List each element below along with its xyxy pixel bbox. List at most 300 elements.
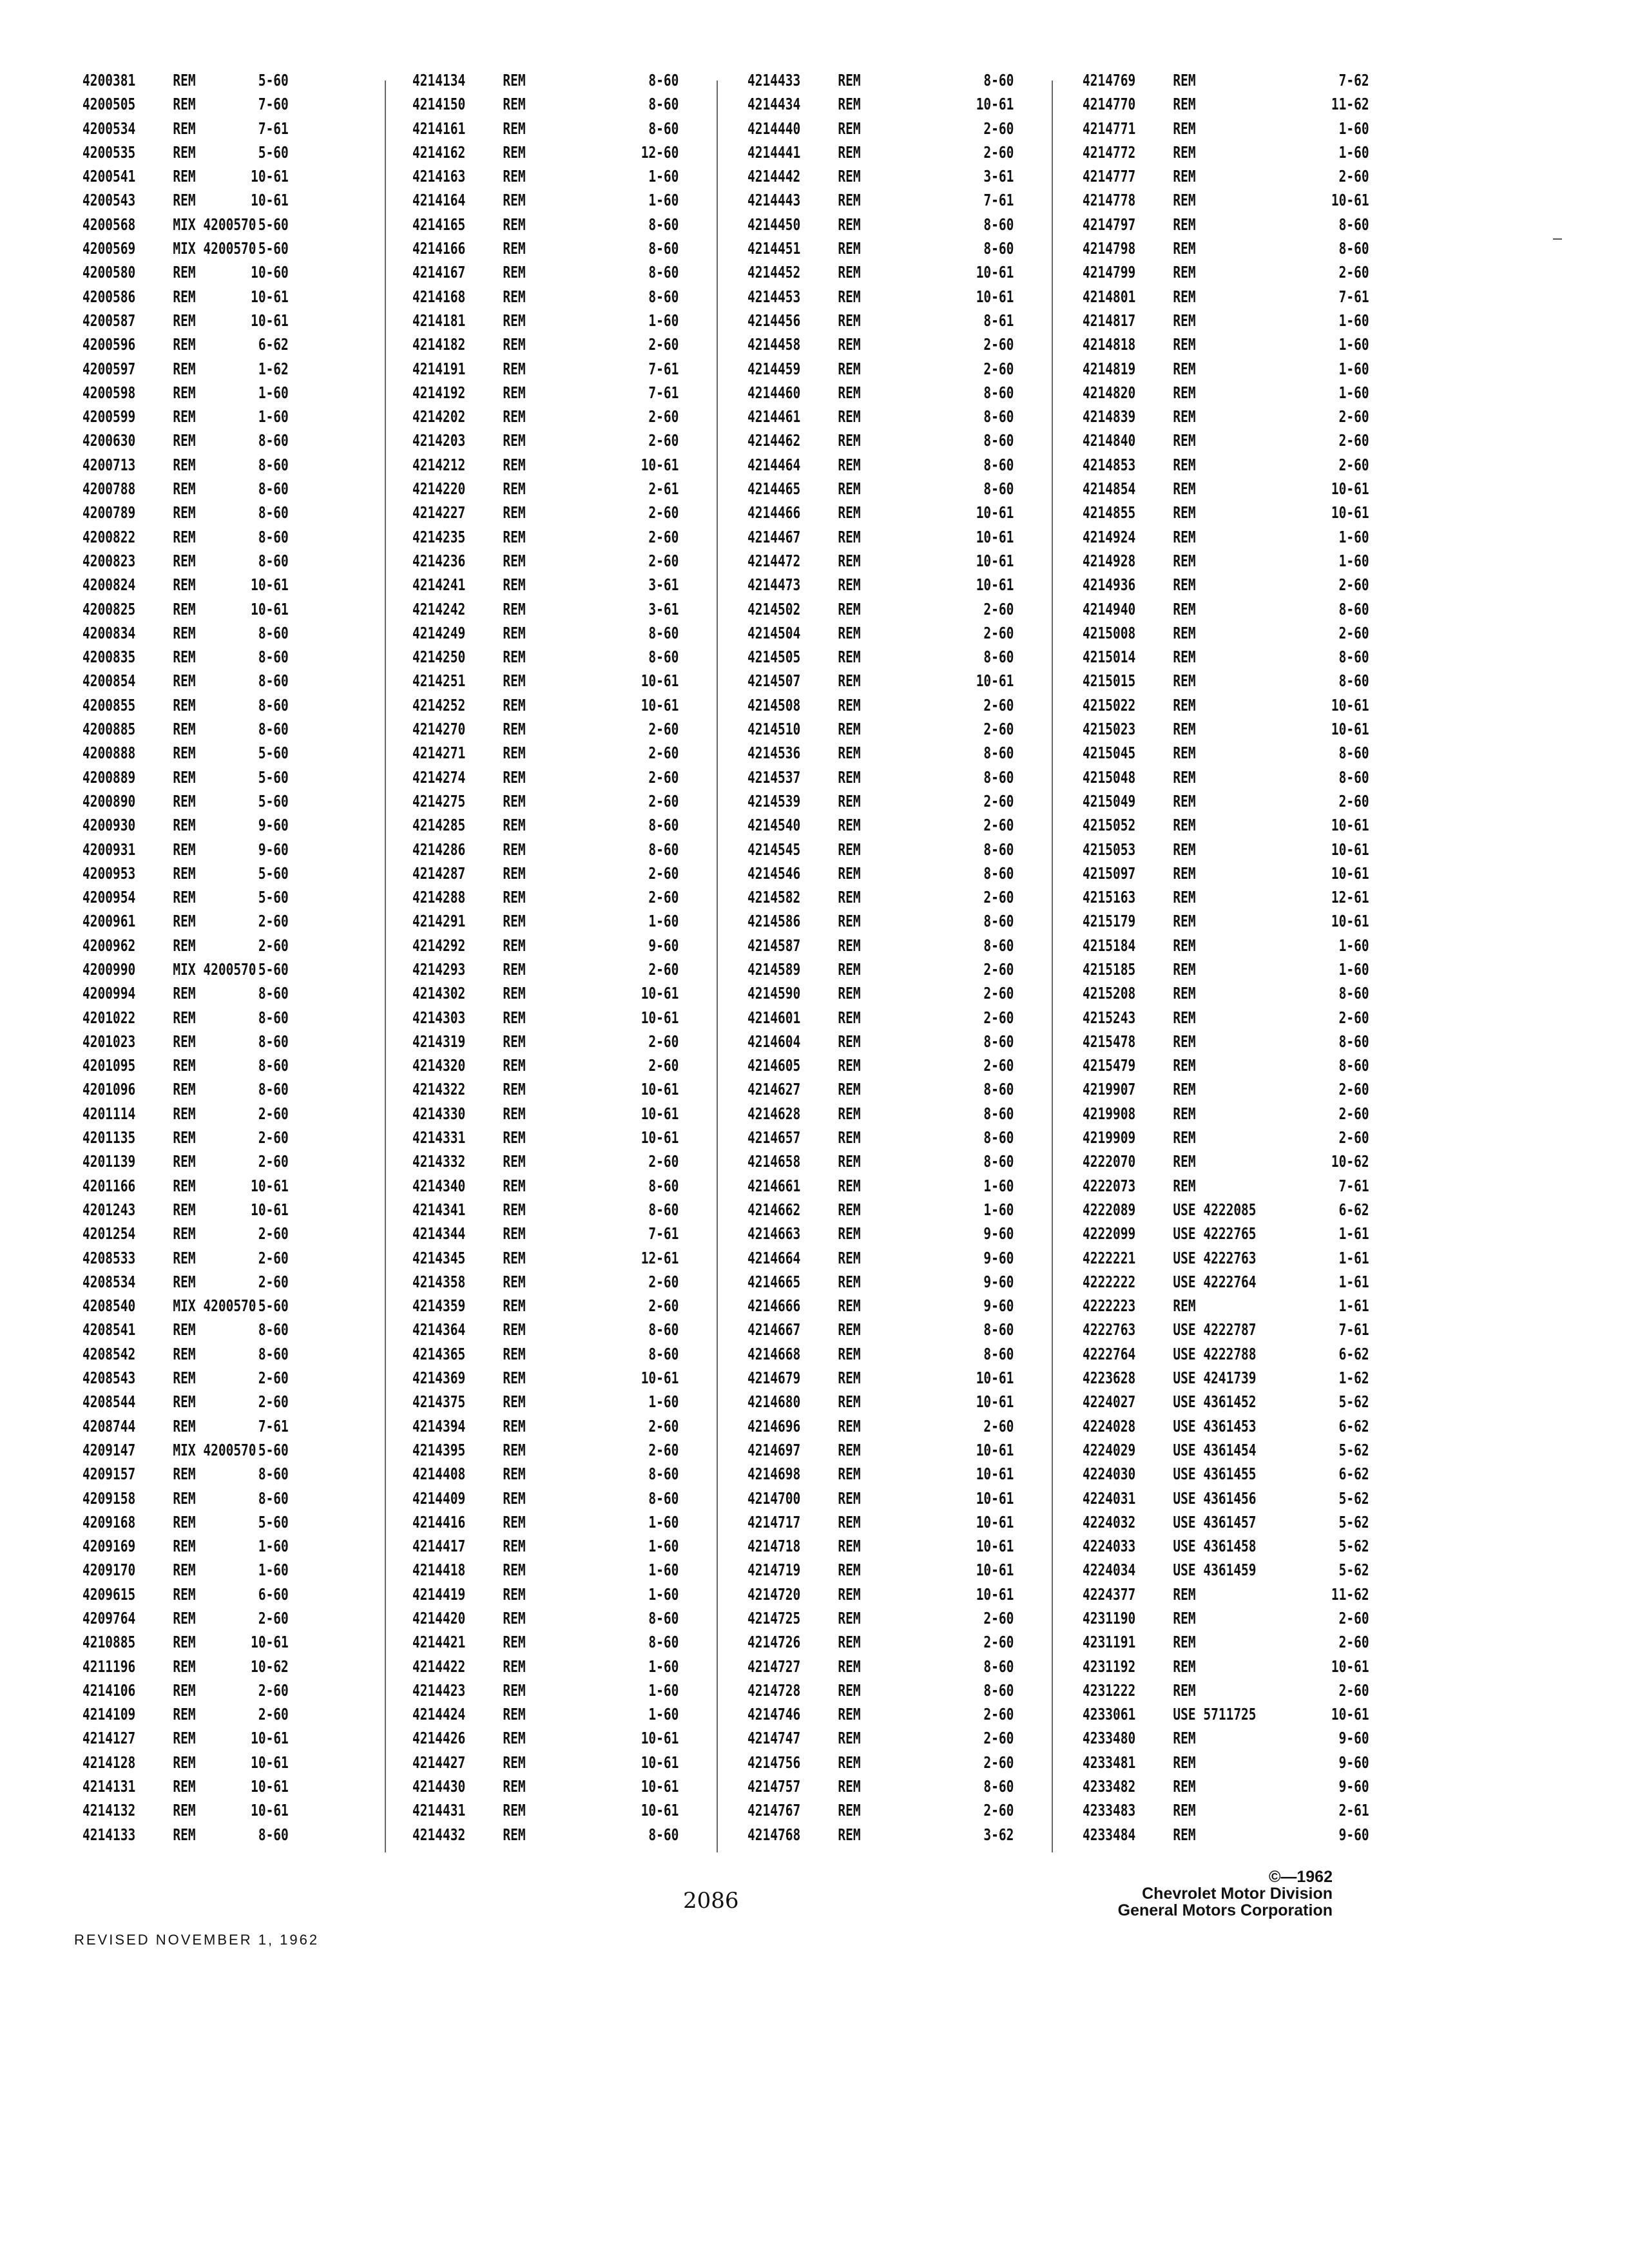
part-status: REM bbox=[1173, 1825, 1196, 1844]
part-number: 4200854 bbox=[82, 671, 136, 691]
part-status: REM bbox=[173, 936, 196, 955]
part-status: REM bbox=[1173, 359, 1196, 378]
revision-date: 2-60 bbox=[1338, 575, 1369, 595]
part-number: 4214345 bbox=[412, 1248, 466, 1267]
revision-date: 8-60 bbox=[258, 648, 289, 667]
revision-date: 2-60 bbox=[1338, 623, 1369, 642]
revision-date: 2-60 bbox=[983, 816, 1014, 835]
part-number: 4214322 bbox=[412, 1080, 466, 1099]
revision-date: 2-60 bbox=[1338, 431, 1369, 450]
part-number: 4201243 bbox=[82, 1200, 136, 1219]
part-status: REM bbox=[503, 1032, 526, 1051]
revision-date: 2-60 bbox=[648, 527, 679, 546]
revision-date: 2-60 bbox=[983, 1753, 1014, 1772]
part-status: REM bbox=[1173, 1056, 1196, 1075]
revision-date: 10-61 bbox=[641, 1008, 679, 1027]
part-status: REM bbox=[503, 95, 526, 114]
revision-date: 8-60 bbox=[648, 1609, 679, 1628]
part-status: REM bbox=[838, 1777, 861, 1796]
part-number: 4200855 bbox=[82, 695, 136, 715]
part-number: 4214250 bbox=[412, 648, 466, 667]
part-number: 4214236 bbox=[412, 551, 466, 570]
revision-date: 2-60 bbox=[983, 984, 1014, 1003]
part-number: 4214251 bbox=[412, 671, 466, 691]
revision-date: 8-60 bbox=[648, 1320, 679, 1340]
revision-date: 10-61 bbox=[976, 1512, 1014, 1532]
part-status: REM bbox=[838, 1320, 861, 1340]
part-number: 4233481 bbox=[1083, 1753, 1136, 1772]
part-number: 4215052 bbox=[1083, 816, 1136, 835]
part-number: 4208544 bbox=[82, 1392, 136, 1412]
part-status: REM bbox=[173, 575, 196, 595]
revision-date: 2-60 bbox=[1338, 263, 1369, 282]
part-status: REM bbox=[503, 1248, 526, 1267]
part-status: REM bbox=[1173, 142, 1196, 162]
part-number: 4214466 bbox=[747, 503, 801, 523]
part-number: 4214291 bbox=[412, 912, 466, 931]
revision-date: 8-60 bbox=[983, 912, 1014, 931]
part-status: REM bbox=[503, 888, 526, 907]
revision-date: 2-60 bbox=[648, 888, 679, 907]
part-status: REM bbox=[503, 407, 526, 427]
revision-date: 10-61 bbox=[976, 1392, 1014, 1412]
revision-date: 8-60 bbox=[1338, 648, 1369, 667]
revision-date: 5-60 bbox=[258, 1512, 289, 1532]
part-status: REM bbox=[838, 1080, 861, 1099]
revision-date: 10-61 bbox=[976, 1584, 1014, 1604]
part-number: 4200954 bbox=[82, 888, 136, 907]
part-number: 4214166 bbox=[412, 239, 466, 258]
part-status: REM bbox=[503, 215, 526, 234]
revision-date: 2-60 bbox=[983, 1801, 1014, 1820]
part-number: 4223628 bbox=[1083, 1369, 1136, 1388]
part-number: 4214664 bbox=[747, 1248, 801, 1267]
part-number: 4214539 bbox=[747, 791, 801, 811]
part-number: 4214778 bbox=[1083, 191, 1136, 210]
part-number: 4214344 bbox=[412, 1224, 466, 1244]
part-status: REM bbox=[838, 1008, 861, 1027]
part-number: 4219907 bbox=[1083, 1080, 1136, 1099]
part-number: 4214433 bbox=[747, 71, 801, 90]
part-number: 4201023 bbox=[82, 1032, 136, 1051]
revision-date: 8-60 bbox=[648, 71, 679, 90]
revision-date: 5-60 bbox=[258, 142, 289, 162]
part-status: REM bbox=[503, 1657, 526, 1676]
part-number: 4214767 bbox=[747, 1801, 801, 1820]
part-status: REM bbox=[1173, 527, 1196, 546]
revision-note: REVISED NOVEMBER 1, 1962 bbox=[74, 1932, 320, 1948]
part-number: 4214799 bbox=[1083, 263, 1136, 282]
revision-date: 9-60 bbox=[1338, 1753, 1369, 1772]
revision-date: 10-61 bbox=[1331, 1705, 1369, 1724]
revision-date: 8-60 bbox=[258, 479, 289, 499]
revision-date: 7-61 bbox=[648, 1224, 679, 1244]
revision-date: 1-60 bbox=[648, 1512, 679, 1532]
revision-date: 8-60 bbox=[648, 816, 679, 835]
revision-date: 2-60 bbox=[258, 1248, 289, 1267]
part-number: 4224028 bbox=[1083, 1416, 1136, 1436]
revision-date: 9-60 bbox=[1338, 1777, 1369, 1796]
revision-date: 8-60 bbox=[648, 648, 679, 667]
part-number: 4214270 bbox=[412, 720, 466, 739]
revision-date: 2-60 bbox=[983, 119, 1014, 138]
revision-date: 2-60 bbox=[648, 1416, 679, 1436]
part-status: REM bbox=[173, 527, 196, 546]
part-status: REM bbox=[503, 311, 526, 330]
revision-date: 8-60 bbox=[983, 767, 1014, 787]
part-status: REM bbox=[838, 1104, 861, 1123]
part-number: 4214408 bbox=[412, 1465, 466, 1484]
revision-date: 1-62 bbox=[1338, 1369, 1369, 1388]
copyright-block bbox=[1118, 1869, 1333, 1919]
revision-date: 1-60 bbox=[1338, 311, 1369, 330]
revision-date: 6-62 bbox=[1338, 1344, 1369, 1363]
part-number: 4219909 bbox=[1083, 1128, 1136, 1148]
part-status: REM bbox=[173, 1152, 196, 1171]
part-number: 4214320 bbox=[412, 1056, 466, 1075]
part-status: REM bbox=[1173, 167, 1196, 186]
part-number: 4214292 bbox=[412, 936, 466, 955]
part-status: USE 4361459 bbox=[1173, 1561, 1257, 1580]
part-status: REM bbox=[838, 142, 861, 162]
column-divider bbox=[385, 81, 386, 1852]
part-number: 4214287 bbox=[412, 863, 466, 883]
part-status: REM bbox=[173, 984, 196, 1003]
part-status: REM bbox=[503, 959, 526, 979]
revision-date: 2-60 bbox=[258, 1152, 289, 1171]
part-number: 4214770 bbox=[1083, 95, 1136, 114]
part-number: 4214502 bbox=[747, 599, 801, 619]
part-status: REM bbox=[1173, 888, 1196, 907]
part-number: 4215053 bbox=[1083, 840, 1136, 859]
part-number: 4214106 bbox=[82, 1680, 136, 1700]
part-status: REM bbox=[1173, 1080, 1196, 1099]
part-status: REM bbox=[173, 912, 196, 931]
revision-date: 8-60 bbox=[1338, 767, 1369, 787]
part-number: 4214728 bbox=[747, 1680, 801, 1700]
part-number: 4214203 bbox=[412, 431, 466, 450]
part-number: 4214928 bbox=[1083, 551, 1136, 570]
part-number: 4200534 bbox=[82, 119, 136, 138]
part-status: REM bbox=[1173, 311, 1196, 330]
part-number: 4214820 bbox=[1083, 383, 1136, 402]
part-status: REM bbox=[1173, 720, 1196, 739]
revision-date: 10-61 bbox=[1331, 503, 1369, 523]
part-status: USE 4222085 bbox=[1173, 1200, 1257, 1219]
part-number: 4214365 bbox=[412, 1344, 466, 1363]
part-number: 4214369 bbox=[412, 1369, 466, 1388]
revision-date: 8-60 bbox=[1338, 671, 1369, 691]
part-number: 4201254 bbox=[82, 1224, 136, 1244]
part-status: REM bbox=[838, 167, 861, 186]
revision-date: 10-61 bbox=[976, 1537, 1014, 1556]
revision-date: 2-60 bbox=[258, 1609, 289, 1628]
revision-date: 8-60 bbox=[983, 1657, 1014, 1676]
part-number: 4214746 bbox=[747, 1705, 801, 1724]
part-number: 4200597 bbox=[82, 359, 136, 378]
revision-date: 10-61 bbox=[976, 1561, 1014, 1580]
part-number: 4208533 bbox=[82, 1248, 136, 1267]
part-status: USE 4222787 bbox=[1173, 1320, 1257, 1340]
part-status: REM bbox=[173, 671, 196, 691]
revision-date: 1-60 bbox=[648, 1537, 679, 1556]
part-status: REM bbox=[838, 888, 861, 907]
part-status: USE 4361457 bbox=[1173, 1512, 1257, 1532]
part-number: 4224034 bbox=[1083, 1561, 1136, 1580]
revision-date: 1-61 bbox=[1338, 1272, 1369, 1291]
part-status: REM bbox=[173, 1104, 196, 1123]
part-status: REM bbox=[1173, 840, 1196, 859]
revision-date: 2-60 bbox=[648, 1440, 679, 1459]
part-number: 4214242 bbox=[412, 599, 466, 619]
revision-date: 1-60 bbox=[1338, 335, 1369, 354]
part-number: 4214441 bbox=[747, 142, 801, 162]
part-status: REM bbox=[838, 1584, 861, 1604]
part-status: REM bbox=[838, 1705, 861, 1724]
revision-date: 2-60 bbox=[648, 1032, 679, 1051]
part-number: 4209615 bbox=[82, 1584, 136, 1604]
part-status: REM bbox=[173, 1344, 196, 1363]
revision-date: 6-60 bbox=[258, 1584, 289, 1604]
revision-date: 7-61 bbox=[1338, 287, 1369, 306]
part-number: 4214128 bbox=[82, 1753, 136, 1772]
revision-date: 2-60 bbox=[258, 1104, 289, 1123]
revision-date: 1-60 bbox=[648, 1705, 679, 1724]
part-number: 4215479 bbox=[1083, 1056, 1136, 1075]
part-status: REM bbox=[1173, 383, 1196, 402]
part-status: MIX 4200570 bbox=[173, 215, 256, 234]
revision-date: 1-60 bbox=[258, 1537, 289, 1556]
part-status: REM bbox=[838, 863, 861, 883]
part-status: REM bbox=[838, 383, 861, 402]
corporation-name: General Motors Corporation bbox=[1117, 1901, 1333, 1919]
part-number: 4200630 bbox=[82, 431, 136, 450]
part-number: 4214212 bbox=[412, 455, 466, 474]
part-number: 4214293 bbox=[412, 959, 466, 979]
revision-date: 2-60 bbox=[983, 695, 1014, 715]
part-status: REM bbox=[1173, 1609, 1196, 1628]
part-status: REM bbox=[503, 1705, 526, 1724]
part-status: REM bbox=[173, 623, 196, 642]
revision-date: 2-60 bbox=[1338, 1128, 1369, 1148]
part-status: REM bbox=[173, 816, 196, 835]
part-status: REM bbox=[503, 1777, 526, 1796]
part-number: 4214192 bbox=[412, 383, 466, 402]
part-number: 4200888 bbox=[82, 744, 136, 763]
part-status: REM bbox=[838, 1657, 861, 1676]
part-number: 4214662 bbox=[747, 1200, 801, 1219]
part-number: 4231192 bbox=[1083, 1657, 1136, 1676]
part-number: 4215045 bbox=[1083, 744, 1136, 763]
part-number: 4208542 bbox=[82, 1344, 136, 1363]
revision-date: 8-60 bbox=[648, 119, 679, 138]
part-status: REM bbox=[838, 1537, 861, 1556]
part-number: 4214416 bbox=[412, 1512, 466, 1532]
revision-date: 8-60 bbox=[1338, 239, 1369, 258]
revision-date: 10-61 bbox=[1331, 840, 1369, 859]
revision-date: 10-61 bbox=[976, 1440, 1014, 1459]
part-status: REM bbox=[838, 744, 861, 763]
part-status: USE 5711725 bbox=[1173, 1705, 1257, 1724]
part-number: 4214696 bbox=[747, 1416, 801, 1436]
part-number: 4214590 bbox=[747, 984, 801, 1003]
part-number: 4214472 bbox=[747, 551, 801, 570]
part-number: 4201095 bbox=[82, 1056, 136, 1075]
part-status: REM bbox=[838, 95, 861, 114]
part-status: REM bbox=[838, 1561, 861, 1580]
part-status: REM bbox=[173, 1416, 196, 1436]
revision-date: 2-60 bbox=[1338, 1680, 1369, 1700]
part-status: REM bbox=[173, 142, 196, 162]
revision-date: 12-61 bbox=[641, 1248, 679, 1267]
part-status: REM bbox=[173, 888, 196, 907]
part-number: 4214285 bbox=[412, 816, 466, 835]
revision-date: 8-60 bbox=[648, 215, 679, 234]
part-number: 4209147 bbox=[82, 1440, 136, 1459]
revision-date: 2-60 bbox=[983, 791, 1014, 811]
part-status: REM bbox=[838, 1465, 861, 1484]
part-number: 4214467 bbox=[747, 527, 801, 546]
part-number: 4214628 bbox=[747, 1104, 801, 1123]
part-status: REM bbox=[1173, 599, 1196, 619]
part-number: 4214658 bbox=[747, 1152, 801, 1171]
part-status: REM bbox=[503, 1104, 526, 1123]
part-status: REM bbox=[838, 1488, 861, 1508]
part-number: 4214718 bbox=[747, 1537, 801, 1556]
part-number: 4200580 bbox=[82, 263, 136, 282]
part-status: USE 4222788 bbox=[1173, 1344, 1257, 1363]
part-status: REM bbox=[838, 1392, 861, 1412]
part-status: REM bbox=[838, 119, 861, 138]
part-status: REM bbox=[1173, 455, 1196, 474]
part-status: REM bbox=[173, 479, 196, 499]
revision-date: 7-62 bbox=[1338, 71, 1369, 90]
part-status: REM bbox=[1173, 1008, 1196, 1027]
part-status: REM bbox=[1173, 1296, 1196, 1316]
part-status: REM bbox=[1173, 936, 1196, 955]
part-status: REM bbox=[1173, 407, 1196, 427]
revision-date: 10-61 bbox=[976, 263, 1014, 282]
part-status: REM bbox=[1173, 816, 1196, 835]
part-number: 4209764 bbox=[82, 1609, 136, 1628]
part-status: REM bbox=[503, 1008, 526, 1027]
revision-date: 1-60 bbox=[258, 383, 289, 402]
revision-date: 9-60 bbox=[258, 840, 289, 859]
revision-date: 7-61 bbox=[648, 359, 679, 378]
part-number: 4209170 bbox=[82, 1561, 136, 1580]
part-number: 4215179 bbox=[1083, 912, 1136, 931]
part-number: 4214249 bbox=[412, 623, 466, 642]
part-status: REM bbox=[503, 1320, 526, 1340]
revision-date: 2-60 bbox=[983, 359, 1014, 378]
revision-date: 8-60 bbox=[983, 479, 1014, 499]
revision-date: 10-61 bbox=[976, 1465, 1014, 1484]
part-number: 4214666 bbox=[747, 1296, 801, 1316]
revision-date: 2-60 bbox=[648, 407, 679, 427]
revision-date: 10-61 bbox=[641, 695, 679, 715]
part-status: REM bbox=[838, 359, 861, 378]
revision-date: 5-62 bbox=[1338, 1392, 1369, 1412]
part-status: REM bbox=[173, 263, 196, 282]
part-status: REM bbox=[838, 479, 861, 499]
part-status: REM bbox=[1173, 1801, 1196, 1820]
part-status: REM bbox=[173, 359, 196, 378]
revision-date: 5-60 bbox=[258, 744, 289, 763]
part-number: 4214797 bbox=[1083, 215, 1136, 234]
part-status: REM bbox=[503, 1561, 526, 1580]
part-status: USE 4361453 bbox=[1173, 1416, 1257, 1436]
revision-date: 2-60 bbox=[983, 1416, 1014, 1436]
part-status: REM bbox=[1173, 335, 1196, 354]
part-status: REM bbox=[173, 1369, 196, 1388]
part-number: 4214665 bbox=[747, 1272, 801, 1291]
revision-date: 8-60 bbox=[258, 984, 289, 1003]
revision-date: 8-60 bbox=[258, 1008, 289, 1027]
part-number: 4200822 bbox=[82, 527, 136, 546]
part-number: 4233483 bbox=[1083, 1801, 1136, 1820]
revision-date: 10-62 bbox=[251, 1657, 289, 1676]
part-status: REM bbox=[173, 1224, 196, 1244]
revision-date: 2-60 bbox=[648, 744, 679, 763]
part-status: REM bbox=[838, 1248, 861, 1267]
part-status: REM bbox=[503, 167, 526, 186]
revision-date: 5-60 bbox=[258, 888, 289, 907]
part-status: USE 4361452 bbox=[1173, 1392, 1257, 1412]
revision-date: 10-61 bbox=[976, 671, 1014, 691]
part-status: REM bbox=[838, 191, 861, 210]
part-status: REM bbox=[173, 863, 196, 883]
revision-date: 2-60 bbox=[648, 863, 679, 883]
revision-date: 3-61 bbox=[648, 575, 679, 595]
revision-date: 9-60 bbox=[1338, 1729, 1369, 1748]
part-number: 4214757 bbox=[747, 1777, 801, 1796]
revision-date: 5-60 bbox=[258, 791, 289, 811]
part-status: REM bbox=[1173, 1584, 1196, 1604]
revision-date: 8-60 bbox=[258, 1488, 289, 1508]
part-status: REM bbox=[838, 720, 861, 739]
part-status: REM bbox=[503, 1440, 526, 1459]
part-status: REM bbox=[1173, 215, 1196, 234]
part-status: REM bbox=[1173, 479, 1196, 499]
part-status: REM bbox=[838, 503, 861, 523]
part-status: REM bbox=[1173, 671, 1196, 691]
part-status: REM bbox=[173, 431, 196, 450]
part-number: 4214330 bbox=[412, 1104, 466, 1123]
part-number: 4214288 bbox=[412, 888, 466, 907]
part-number: 4214756 bbox=[747, 1753, 801, 1772]
part-status: REM bbox=[1173, 1128, 1196, 1148]
revision-date: 8-60 bbox=[258, 623, 289, 642]
part-number: 4214680 bbox=[747, 1392, 801, 1412]
part-status: REM bbox=[838, 1200, 861, 1219]
part-status: REM bbox=[503, 1825, 526, 1844]
revision-date: 8-60 bbox=[983, 1104, 1014, 1123]
part-number: 4215478 bbox=[1083, 1032, 1136, 1051]
part-number: 4214202 bbox=[412, 407, 466, 427]
part-number: 4200823 bbox=[82, 551, 136, 570]
scan-speck bbox=[1553, 238, 1562, 240]
part-number: 4214409 bbox=[412, 1488, 466, 1508]
part-status: REM bbox=[173, 648, 196, 667]
part-number: 4224030 bbox=[1083, 1465, 1136, 1484]
part-status: USE 4361454 bbox=[1173, 1440, 1257, 1459]
part-status: REM bbox=[838, 1128, 861, 1148]
part-number: 4214162 bbox=[412, 142, 466, 162]
revision-date: 1-60 bbox=[1338, 936, 1369, 955]
part-status: REM bbox=[838, 1753, 861, 1772]
revision-date: 12-61 bbox=[1331, 888, 1369, 907]
part-number: 4224029 bbox=[1083, 1440, 1136, 1459]
